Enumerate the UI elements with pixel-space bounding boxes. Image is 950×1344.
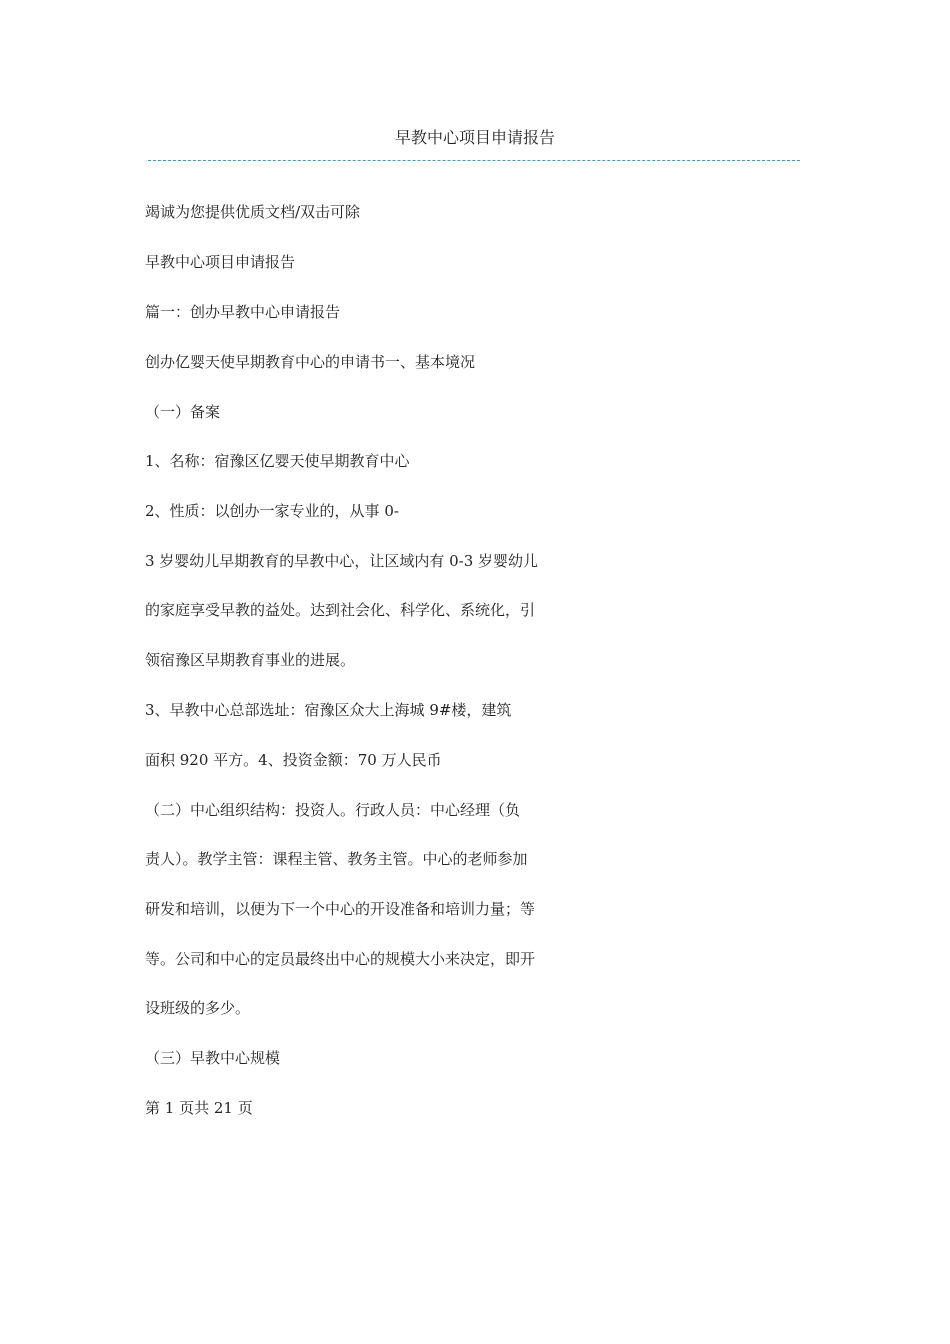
- page-number: 第 1 页共 21 页: [145, 1099, 253, 1117]
- header-dashed-divider: [148, 160, 800, 161]
- body-line-chapter: 篇一：创办早教中心申请报告: [145, 303, 341, 321]
- notice-line: 竭诚为您提供优质文档/双击可除: [145, 203, 361, 221]
- body-line: 责人）。教学主管：课程主管、教务主管。中心的老师参加: [145, 850, 528, 868]
- document-title: 早教中心项目申请报告: [394, 128, 555, 147]
- body-line: 创办亿婴天使早期教育中心的申请书一、基本境况: [145, 353, 476, 371]
- body-line: 领宿豫区早期教育事业的进展。: [145, 651, 356, 669]
- section-heading: （三）早教中心规模: [145, 1049, 281, 1067]
- section-heading: （一）备案: [145, 403, 221, 421]
- body-line: 3 岁婴幼儿早期教育的早教中心，让区域内有 0-3 岁婴幼儿: [145, 552, 539, 570]
- body-line: （二）中心组织结构：投资人。行政人员：中心经理（负: [145, 801, 521, 819]
- body-line: 3、早教中心总部选址：宿豫区众大上海城 9#楼，建筑: [145, 701, 512, 719]
- body-line: 设班级的多少。: [145, 999, 251, 1017]
- body-line: 研发和培训，以便为下一个中心的开设准备和培训力量；等: [145, 900, 536, 918]
- body-line: 1、名称：宿豫区亿婴天使早期教育中心: [145, 452, 410, 470]
- body-line: 等。公司和中心的定员最终出中心的规模大小来决定，即开: [145, 950, 536, 968]
- body-line-title: 早教中心项目申请报告: [145, 253, 296, 271]
- body-line: 的家庭享受早教的益处。达到社会化、科学化、系统化，引: [145, 601, 536, 619]
- body-line: 2、性质：以创办一家专业的，从事 0-: [145, 502, 399, 520]
- body-line: 面积 920 平方。4、投资金额：70 万人民币: [145, 751, 442, 769]
